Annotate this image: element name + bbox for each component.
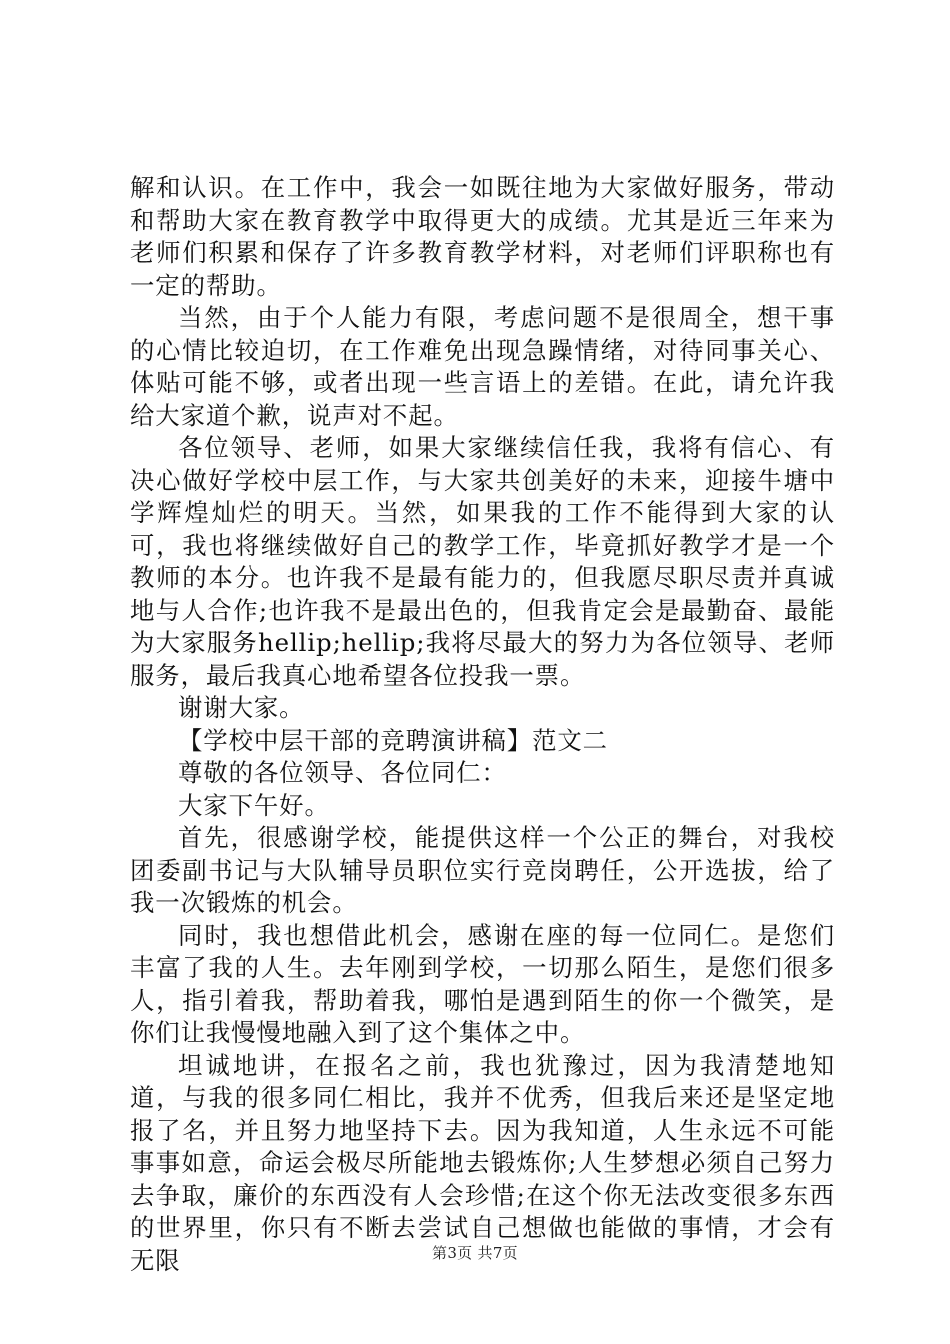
paragraph: 首先，很感谢学校，能提供这样一个公正的舞台，对我校团委副书记与大队辅导员职位实行竞岗聘任，公开选拔，给了我一次锻炼的机会。 <box>130 823 835 917</box>
salutation: 尊敬的各位领导、各位同仁： <box>178 758 507 787</box>
section-heading: 【学校中层干部的竞聘演讲稿】范文二 <box>178 725 608 755</box>
paragraph: 坦诚地讲，在报名之前，我也犹豫过，因为我清楚地知道，与我的很多同仁相比，我并不优秀，但我后来还是坚定地报了名，并且努力地坚持下去。因为我知道，人生永远不可能事事如意，命运会极尽所能地去锻炼你;人生梦想必须自己努力去争取，廉价的东西没有人会珍惜;在这个你无法改变很多东西的世界里，你只有不断去尝试自己想做也能做的事情，才会有无限 <box>130 1050 835 1275</box>
paragraph: 同时，我也想借此机会，感谢在座的每一位同仁。是您们丰富了我的人生。去年刚到学校，一切那么陌生，是您们很多人，指引着我，帮助着我，哪怕是遇到陌生的你一个微笑，是你们让我慢慢地融入到了这个集体之中。 <box>130 920 835 1047</box>
paragraph: 各位领导、老师，如果大家继续信任我，我将有信心、有决心做好学校中层工作，与大家共创美好的未来，迎接牛塘中学辉煌灿烂的明天。当然，如果我的工作不能得到大家的认可，我也将继续做好自己的教学工作，毕竟抓好教学才是一个教师的本分。也许我不是最有能力的，但我愿尽职尽责并真诚地与人合作;也许我不是最出色的，但我肯定会是最勤奋、最能为大家服务hellip;hellip;我将尽最大的努力为各位领导、老师服务，最后我真心地希望各位投我一票。 <box>130 433 835 690</box>
paragraph: 谢谢大家。 <box>178 693 305 722</box>
page-footer <box>0 1242 950 1263</box>
paragraph: 解和认识。在工作中，我会一如既往地为大家做好服务，带动和帮助大家在教育教学中取得更大的成绩。尤其是近三年来为老师们积累和保存了许多教育教学材料，对老师们评职称也有一定的帮助。 <box>130 173 835 300</box>
greeting: 大家下午好。 <box>178 790 330 820</box>
paragraph: 当然，由于个人能力有限，考虑问题不是很周全，想干事的心情比较迫切，在工作难免出现急躁情绪，对待同事关心、体贴可能不够，或者出现一些言语上的差错。在此，请允许我给大家道个歉，说声对不起。 <box>130 303 835 430</box>
page-number: 第3页 共7页 <box>432 1244 518 1262</box>
document-body <box>130 172 835 1277</box>
